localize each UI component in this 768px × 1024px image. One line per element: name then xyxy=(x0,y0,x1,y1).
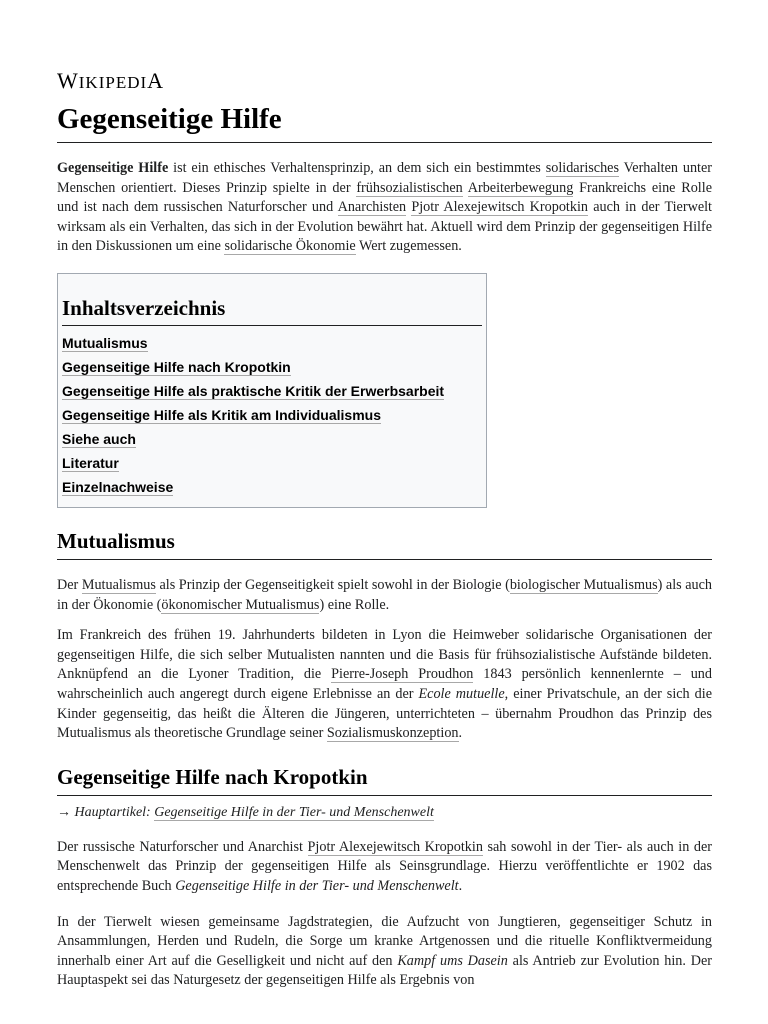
toc-item-label: Mutualismus xyxy=(62,334,148,351)
link-mutualismus[interactable]: Mutualismus xyxy=(81,576,156,593)
mutualismus-paragraph-1 xyxy=(57,576,712,615)
body-text: . xyxy=(458,725,463,742)
toc-item-label: Literatur xyxy=(62,454,119,471)
link-anarchisten[interactable]: Anarchisten xyxy=(337,199,407,216)
wordmark-initial: W xyxy=(57,68,79,93)
main-article-hatnote xyxy=(57,803,712,822)
toc-item-label: Siehe auch xyxy=(62,430,136,447)
link-main-article[interactable]: Gegenseitige Hilfe in der Tier- und Menschenwelt xyxy=(154,804,434,820)
toc-item-individualismus[interactable] xyxy=(62,403,482,427)
body-text: als Prinzip der Gegenseitigkeit spielt sowohl in der Biologie ( xyxy=(155,576,510,593)
link-biologischer-mutualismus[interactable]: biologischer Mutualismus xyxy=(509,576,658,593)
body-text: Im Frankreich des frühen 19. Jahrhunderts bildeten in Lyon die Heimweber solidarische Organisationen der gegenseitigen Hilfe, die sich selber Mutualisten nannten und die Basis für frühsozialistische Aufstände bildeten. Anknüpfend an die Lyoner Tradition, die xyxy=(57,627,712,683)
kropotkin-paragraph-2 xyxy=(57,913,712,991)
body-text: ) als auch in der Ökonomie ( xyxy=(57,576,712,613)
intro-text: Frankreichs eine Rolle und ist nach dem russischen Naturforscher und xyxy=(57,179,712,216)
intro-text: auch in der Tierwelt wirksam als ein Verhalten, das sich in der Evolution bewährt hat. Aktuell wird dem Prinzip der gegenseitigen Hilfe in den Diskussionen um eine xyxy=(57,199,712,255)
toc-title: Inhaltsverzeichnis xyxy=(62,296,482,326)
link-solidarische-oekonomie[interactable]: solidarische Ökonomie xyxy=(224,238,356,255)
link-kropotkin-2[interactable]: Pjotr Alexejewitsch Kropotkin xyxy=(307,838,483,855)
kampf-ums-dasein-text: Kampf ums Dasein xyxy=(397,952,508,969)
section-heading-mutualismus: Mutualismus xyxy=(57,528,712,560)
table-of-contents xyxy=(57,273,487,508)
link-kropotkin[interactable]: Pjotr Alexejewitsch Kropotkin xyxy=(411,199,589,216)
toc-item-einzelnachweise[interactable] xyxy=(62,475,482,499)
body-text: als Antrieb zur Evolution hin. Der Hauptaspekt sei das Naturgesetz der gegenseitigen Hilfe als Ergebnis von xyxy=(57,952,712,989)
mutualismus-paragraph-2 xyxy=(57,626,712,744)
intro-text xyxy=(463,180,468,196)
link-fruehsozialistischen[interactable]: frühsozialistischen xyxy=(356,179,463,196)
link-sozialismuskonzeption[interactable]: Sozialismuskonzeption xyxy=(326,725,459,742)
toc-item-siehe-auch[interactable] xyxy=(62,427,482,451)
body-text: . xyxy=(458,877,463,894)
link-proudhon[interactable]: Pierre-Joseph Proudhon xyxy=(331,666,474,683)
body-text: , einer Privatschule, an der sich die Kinder gegenseitig, das heißt die Älteren die Jüngeren, unterrichteten – übernahm Proudhon das Prinzip des Mutualismus als theoretische Grundlage seiner xyxy=(57,685,712,742)
body-text: Der russische Naturforscher und Anarchist xyxy=(57,838,308,855)
hatnote-prefix: → Hauptartikel: xyxy=(57,804,155,820)
toc-item-literatur[interactable] xyxy=(62,451,482,475)
intro-text: ist ein ethisches Verhaltensprinzip, an dem sich ein bestimmtes xyxy=(168,160,546,176)
ecole-mutuelle-text: Ecole mutuelle xyxy=(418,685,505,702)
link-arbeiterbewegung[interactable]: Arbeiterbewegung xyxy=(467,179,574,196)
toc-item-label: Gegenseitige Hilfe nach Kropotkin xyxy=(62,358,291,375)
wikipedia-wordmark[interactable] xyxy=(57,0,712,94)
page-title: Gegenseitige Hilfe xyxy=(57,102,712,143)
body-text: 1843 persönlich kennenlernte – und wahrscheinlich auch angeregt durch eigene Erlebnisse an der xyxy=(57,666,712,702)
book-title-text: Gegenseitige Hilfe in der Tier- und Menschenwelt xyxy=(175,877,459,894)
toc-item-label: Einzelnachweise xyxy=(62,478,174,495)
body-text: In der Tierwelt wiesen gemeinsame Jagdstrategien, die Aufzucht von Jungtieren, gegenseitiger Schutz in Ansammlungen, Herden und Rudeln, die Sorge um kranke Artgenossen und die rituelle Konfliktvermeidung innerhalb einer Art auf die Geselligkeit und nicht auf den xyxy=(57,913,712,969)
link-oekonomischer-mutualismus[interactable]: ökonomischer Mutualismus xyxy=(161,596,320,613)
intro-term: Gegenseitige Hilfe xyxy=(57,160,169,176)
kropotkin-paragraph-1 xyxy=(57,838,712,897)
body-text: ) eine Rolle. xyxy=(319,596,390,613)
link-solidarisches[interactable]: solidarisches xyxy=(545,160,619,176)
intro-paragraph xyxy=(57,159,712,257)
toc-item-label: Gegenseitige Hilfe als Kritik am Individualismus xyxy=(62,406,381,423)
wordmark-final: A xyxy=(147,68,165,93)
body-text: Der xyxy=(57,576,82,593)
toc-item-mutualismus[interactable] xyxy=(62,331,482,355)
section-heading-kropotkin: Gegenseitige Hilfe nach Kropotkin xyxy=(57,764,712,796)
body-text: sah sowohl in der Tier- als auch in der Menschenwelt das Prinzip der gegenseitigen Hilfe als Seinsgrundlage. Hierzu veröffentlichte er 1902 das entsprechende Buch xyxy=(57,838,713,894)
intro-text: Wert zugemessen. xyxy=(355,238,462,255)
intro-text: Verhalten unter Menschen orientiert. Dieses Prinzip spielte in der xyxy=(57,160,712,196)
toc-item-erwerbsarbeit[interactable] xyxy=(62,379,482,403)
wordmark-smallcaps: IKIPEDI xyxy=(78,73,148,92)
toc-item-label: Gegenseitige Hilfe als praktische Kritik der Erwerbsarbeit xyxy=(62,382,445,399)
toc-item-kropotkin[interactable] xyxy=(62,355,482,379)
